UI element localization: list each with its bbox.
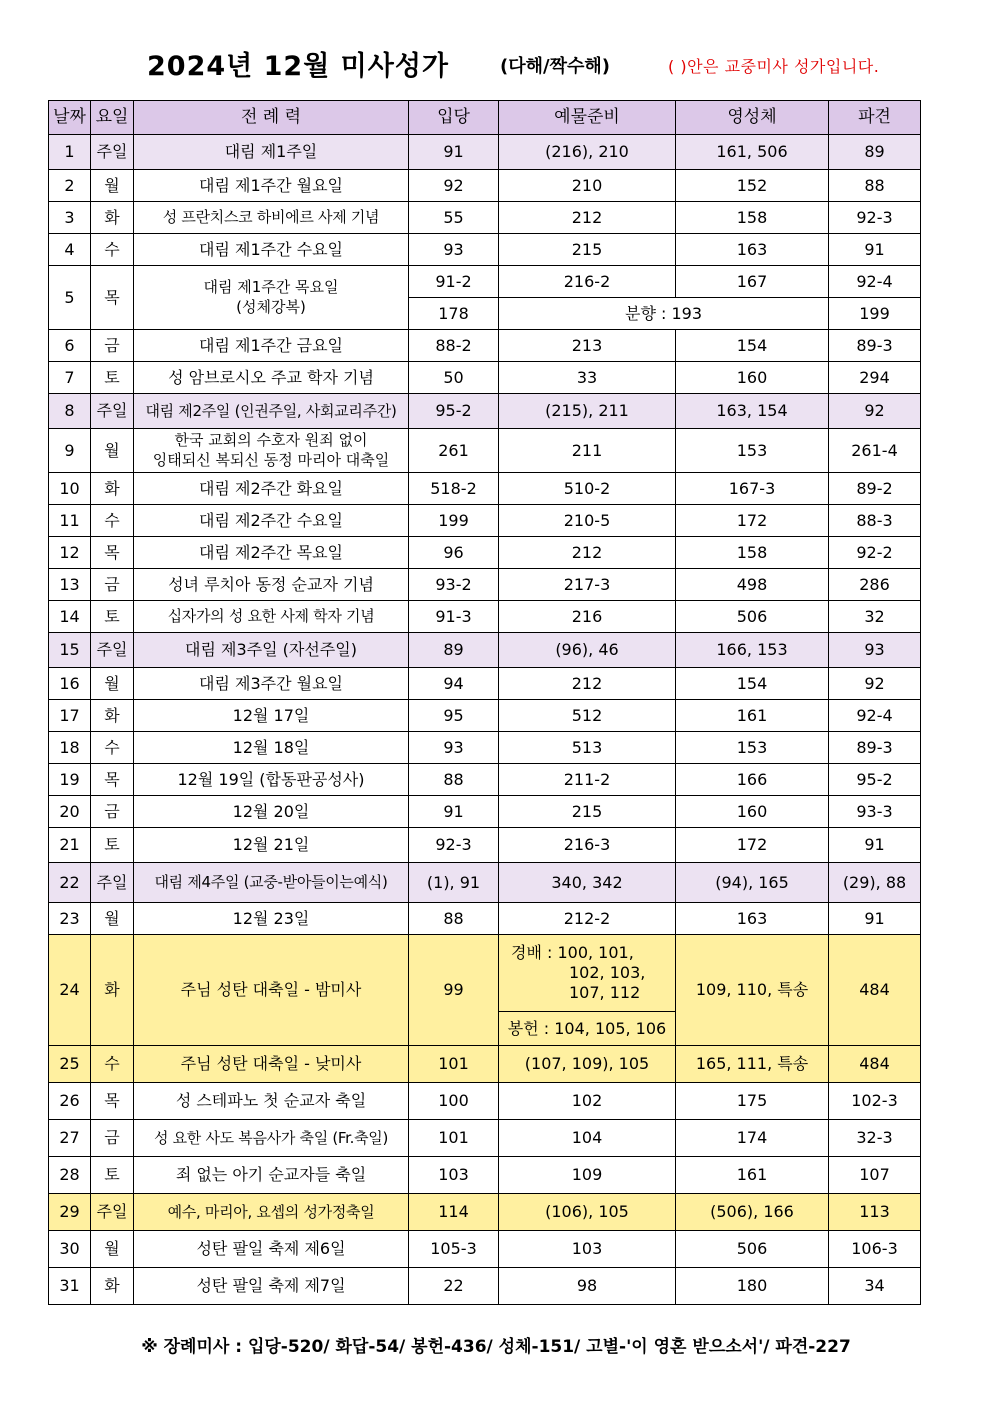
funeral-mass-note: ※ 장례미사 : 입당-520/ 화답-54/ 봉헌-436/ 성체-151/ 고별-'이 영혼 받으소서'/ 파견-227 <box>141 1337 851 1357</box>
offertory-cell: 340, 342 <box>499 863 676 903</box>
sending-cell: 91 <box>829 828 921 863</box>
entrance-cell: 103 <box>409 1157 499 1194</box>
entrance-cell: 88-2 <box>409 330 499 362</box>
entrance-cell: 55 <box>409 202 499 234</box>
liturgy-cell <box>134 429 409 473</box>
weekday-cell: 수 <box>91 732 134 764</box>
date-cell: 20 <box>49 796 91 828</box>
entrance-cell: 88 <box>409 903 499 935</box>
sending-cell: 93 <box>829 633 921 668</box>
date-cell: 19 <box>49 764 91 796</box>
entrance-cell: 92-3 <box>409 828 499 863</box>
offertory-cell: 213 <box>499 330 676 362</box>
entrance-cell: 89 <box>409 633 499 668</box>
liturgy-cell: 12월 17일 <box>134 700 409 732</box>
sending-cell: 484 <box>829 1046 921 1083</box>
entrance-cell: 261 <box>409 429 499 473</box>
communion-cell: 506 <box>676 1231 829 1268</box>
entrance-cell: 92 <box>409 170 499 202</box>
weekday-cell: 수 <box>91 234 134 266</box>
communion-cell: 172 <box>676 505 829 537</box>
weekday-cell: 금 <box>91 569 134 601</box>
liturgy-line: 대림 제1주간 목요일 <box>203 278 339 296</box>
liturgy-cell: 12월 23일 <box>134 903 409 935</box>
table-row <box>49 863 921 903</box>
date-cell: 4 <box>49 234 91 266</box>
liturgy-cell: 12월 19일 (합동판공성사) <box>134 764 409 796</box>
sending-cell: 89-3 <box>829 330 921 362</box>
liturgy-cell: 대림 제1주간 수요일 <box>134 234 409 266</box>
date-cell: 23 <box>49 903 91 935</box>
weekday-cell: 목 <box>91 537 134 569</box>
liturgy-cell: 주님 성탄 대축일 - 낮미사 <box>134 1046 409 1083</box>
communion-cell: 174 <box>676 1120 829 1157</box>
table-row <box>49 330 921 362</box>
offertory-cell: 109 <box>499 1157 676 1194</box>
date-cell: 13 <box>49 569 91 601</box>
entrance-cell: 94 <box>409 668 499 700</box>
weekday-cell: 토 <box>91 1157 134 1194</box>
liturgy-cell: 예수, 마리아, 요셉의 성가정축일 <box>134 1194 409 1231</box>
offertory-cell: 216-3 <box>499 828 676 863</box>
weekday-cell: 화 <box>91 935 134 1046</box>
sending-cell: 92-4 <box>829 266 921 298</box>
liturgy-cell: 대림 제2주간 목요일 <box>134 537 409 569</box>
communion-cell: 153 <box>676 732 829 764</box>
offertory-cell: 217-3 <box>499 569 676 601</box>
weekday-cell: 월 <box>91 668 134 700</box>
sending-cell: 88 <box>829 170 921 202</box>
communion-cell: 166 <box>676 764 829 796</box>
entrance-cell: 178 <box>409 298 499 330</box>
sending-cell: 199 <box>829 298 921 330</box>
liturgy-cell: 대림 제3주간 월요일 <box>134 668 409 700</box>
communion-cell: (506), 166 <box>676 1194 829 1231</box>
date-cell: 9 <box>49 429 91 473</box>
adoration-line: 102, 103, <box>569 963 646 982</box>
sending-cell: 106-3 <box>829 1231 921 1268</box>
entrance-cell: 101 <box>409 1120 499 1157</box>
offertory-cell: 212 <box>499 202 676 234</box>
offertory-cell: 510-2 <box>499 473 676 505</box>
table-row <box>49 700 921 732</box>
weekday-cell: 금 <box>91 796 134 828</box>
weekday-cell: 월 <box>91 903 134 935</box>
weekday-cell: 주일 <box>91 1194 134 1231</box>
entrance-cell: 95 <box>409 700 499 732</box>
table-row <box>49 473 921 505</box>
table-row <box>49 1231 921 1268</box>
title-row <box>0 44 992 88</box>
table-row <box>49 1083 921 1120</box>
date-cell: 31 <box>49 1268 91 1305</box>
date-cell: 30 <box>49 1231 91 1268</box>
offertory-cell: 211 <box>499 429 676 473</box>
date-cell: 1 <box>49 135 91 170</box>
communion-cell: 506 <box>676 601 829 633</box>
weekday-cell: 월 <box>91 170 134 202</box>
offertory-cell: (106), 105 <box>499 1194 676 1231</box>
communion-cell: 161, 506 <box>676 135 829 170</box>
date-cell: 7 <box>49 362 91 394</box>
header-communion: 영성체 <box>676 101 829 135</box>
table-row <box>49 1046 921 1083</box>
weekday-cell: 목 <box>91 1083 134 1120</box>
liturgy-cell: 12월 21일 <box>134 828 409 863</box>
weekday-cell: 주일 <box>91 863 134 903</box>
table-row <box>49 732 921 764</box>
date-cell: 17 <box>49 700 91 732</box>
communion-cell: 165, 111, 특송 <box>676 1046 829 1083</box>
weekday-cell: 목 <box>91 764 134 796</box>
date-cell: 28 <box>49 1157 91 1194</box>
table-row <box>49 135 921 170</box>
entrance-cell: 100 <box>409 1083 499 1120</box>
date-cell: 26 <box>49 1083 91 1120</box>
communion-cell: 154 <box>676 668 829 700</box>
table-row <box>49 234 921 266</box>
liturgy-line: (성체강복) <box>236 297 306 316</box>
page-subtitle: (다해/짝수해) <box>500 56 610 77</box>
communion-cell: 498 <box>676 569 829 601</box>
liturgy-cell: 대림 제2주일 (인권주일, 사회교리주간) <box>134 394 409 429</box>
communion-cell: 161 <box>676 1157 829 1194</box>
table-row <box>49 1194 921 1231</box>
liturgy-cell: 대림 제1주일 <box>134 135 409 170</box>
offertory-cell: 33 <box>499 362 676 394</box>
header-weekday: 요일 <box>91 101 134 135</box>
sending-cell: 91 <box>829 234 921 266</box>
sending-cell: 32 <box>829 601 921 633</box>
sending-cell: 34 <box>829 1268 921 1305</box>
communion-cell: 158 <box>676 537 829 569</box>
weekday-cell: 화 <box>91 1268 134 1305</box>
table-row <box>49 828 921 863</box>
weekday-cell: 수 <box>91 1046 134 1083</box>
communion-cell: 172 <box>676 828 829 863</box>
liturgy-cell: 성탄 팔일 축제 제7일 <box>134 1268 409 1305</box>
offertory-cell: 513 <box>499 732 676 764</box>
communion-cell: 153 <box>676 429 829 473</box>
date-cell: 2 <box>49 170 91 202</box>
sending-cell: 93-3 <box>829 796 921 828</box>
liturgy-cell: 성 프란치스코 하비에르 사제 기념 <box>134 202 409 234</box>
date-cell: 6 <box>49 330 91 362</box>
sending-cell: 92-3 <box>829 202 921 234</box>
entrance-cell: 518-2 <box>409 473 499 505</box>
communion-cell: 158 <box>676 202 829 234</box>
table-row <box>49 569 921 601</box>
offering-cell: 봉헌 : 104, 105, 106 <box>499 1012 676 1046</box>
liturgy-cell: 대림 제4주일 (교중-받아들이는예식) <box>134 863 409 903</box>
table-row <box>49 903 921 935</box>
liturgy-cell: 대림 제2주간 화요일 <box>134 473 409 505</box>
table-row <box>49 362 921 394</box>
entrance-cell: 199 <box>409 505 499 537</box>
liturgy-line: 잉태되신 복되신 동정 마리아 대축일 <box>152 450 390 469</box>
liturgy-cell: 대림 제1주간 금요일 <box>134 330 409 362</box>
weekday-cell: 월 <box>91 429 134 473</box>
date-cell: 22 <box>49 863 91 903</box>
page-title: 2024년 12월 미사성가 <box>147 51 450 82</box>
entrance-cell: 93-2 <box>409 569 499 601</box>
liturgy-cell: 12월 20일 <box>134 796 409 828</box>
table-row <box>49 1268 921 1305</box>
table-row <box>49 601 921 633</box>
sending-cell: 89-2 <box>829 473 921 505</box>
offertory-cell: 216 <box>499 601 676 633</box>
sending-cell: (29), 88 <box>829 863 921 903</box>
entrance-cell: 88 <box>409 764 499 796</box>
entrance-cell: 22 <box>409 1268 499 1305</box>
date-cell: 25 <box>49 1046 91 1083</box>
entrance-cell: 91 <box>409 135 499 170</box>
header-liturgy: 전 례 력 <box>134 101 409 135</box>
weekday-cell: 주일 <box>91 135 134 170</box>
date-cell: 12 <box>49 537 91 569</box>
entrance-cell: 91-3 <box>409 601 499 633</box>
sending-cell: 92 <box>829 394 921 429</box>
date-cell: 21 <box>49 828 91 863</box>
weekday-cell: 화 <box>91 202 134 234</box>
liturgy-cell: 대림 제3주일 (자선주일) <box>134 633 409 668</box>
entrance-cell: 93 <box>409 234 499 266</box>
header-sending: 파견 <box>829 101 921 135</box>
header-entrance: 입당 <box>409 101 499 135</box>
weekday-cell: 화 <box>91 473 134 505</box>
table-row <box>49 1157 921 1194</box>
date-cell: 8 <box>49 394 91 429</box>
sending-cell: 102-3 <box>829 1083 921 1120</box>
weekday-cell: 화 <box>91 700 134 732</box>
table-row <box>49 633 921 668</box>
liturgy-cell: 12월 18일 <box>134 732 409 764</box>
header-date: 날짜 <box>49 101 91 135</box>
weekday-cell: 수 <box>91 505 134 537</box>
weekday-cell: 금 <box>91 1120 134 1157</box>
entrance-cell: 105-3 <box>409 1231 499 1268</box>
entrance-cell: 99 <box>409 935 499 1046</box>
sending-cell: 88-3 <box>829 505 921 537</box>
entrance-cell: 93 <box>409 732 499 764</box>
offertory-cell: 210-5 <box>499 505 676 537</box>
weekday-cell: 목 <box>91 266 134 330</box>
offertory-cell: 98 <box>499 1268 676 1305</box>
table-row <box>49 537 921 569</box>
sending-cell: 89-3 <box>829 732 921 764</box>
table-row <box>49 1120 921 1157</box>
page-note: ( )안은 교중미사 성가입니다. <box>668 57 880 76</box>
date-cell: 29 <box>49 1194 91 1231</box>
offertory-cell: 512 <box>499 700 676 732</box>
date-cell: 14 <box>49 601 91 633</box>
table-row <box>49 796 921 828</box>
liturgy-cell: 성녀 루치아 동정 순교자 기념 <box>134 569 409 601</box>
communion-cell: 167-3 <box>676 473 829 505</box>
table-row <box>49 505 921 537</box>
weekday-cell: 토 <box>91 828 134 863</box>
entrance-cell: 101 <box>409 1046 499 1083</box>
liturgy-cell <box>134 266 409 330</box>
liturgy-cell: 성 암브로시오 주교 학자 기념 <box>134 362 409 394</box>
offertory-cell: (96), 46 <box>499 633 676 668</box>
entrance-cell: (1), 91 <box>409 863 499 903</box>
offertory-cell: 211-2 <box>499 764 676 796</box>
sending-cell: 91 <box>829 903 921 935</box>
date-cell: 18 <box>49 732 91 764</box>
sending-cell: 484 <box>829 935 921 1046</box>
table-row <box>49 429 921 473</box>
liturgy-cell: 죄 없는 아기 순교자들 축일 <box>134 1157 409 1194</box>
entrance-cell: 50 <box>409 362 499 394</box>
date-cell: 27 <box>49 1120 91 1157</box>
weekday-cell: 주일 <box>91 394 134 429</box>
communion-cell: 163 <box>676 234 829 266</box>
sending-cell: 92 <box>829 668 921 700</box>
communion-cell: 167 <box>676 266 829 298</box>
offertory-cell: (107, 109), 105 <box>499 1046 676 1083</box>
date-cell: 3 <box>49 202 91 234</box>
liturgy-cell: 성 요한 사도 복음사가 축일 (Fr.축일) <box>134 1120 409 1157</box>
offertory-cell: 216-2 <box>499 266 676 298</box>
entrance-cell: 91 <box>409 796 499 828</box>
entrance-cell: 114 <box>409 1194 499 1231</box>
entrance-cell: 96 <box>409 537 499 569</box>
entrance-cell: 91-2 <box>409 266 499 298</box>
offertory-cell: 215 <box>499 796 676 828</box>
communion-cell: 161 <box>676 700 829 732</box>
offertory-cell: 103 <box>499 1231 676 1268</box>
offertory-cell <box>499 935 676 1012</box>
sending-cell: 89 <box>829 135 921 170</box>
offertory-cell: 210 <box>499 170 676 202</box>
header-offertory: 예물준비 <box>499 101 676 135</box>
liturgy-cell: 대림 제2주간 수요일 <box>134 505 409 537</box>
date-cell: 16 <box>49 668 91 700</box>
sending-cell: 107 <box>829 1157 921 1194</box>
table-row <box>49 266 921 298</box>
date-cell: 11 <box>49 505 91 537</box>
offertory-cell: 215 <box>499 234 676 266</box>
table-row <box>49 202 921 234</box>
sending-cell: 32-3 <box>829 1120 921 1157</box>
sending-cell: 286 <box>829 569 921 601</box>
communion-cell: 163, 154 <box>676 394 829 429</box>
table-row <box>49 668 921 700</box>
sending-cell: 294 <box>829 362 921 394</box>
communion-cell: 109, 110, 특송 <box>676 935 829 1046</box>
communion-cell: (94), 165 <box>676 863 829 903</box>
offertory-cell: 212 <box>499 537 676 569</box>
incense-cell: 분향 : 193 <box>499 298 829 330</box>
offertory-cell: 212 <box>499 668 676 700</box>
hymn-schedule-table <box>48 100 921 1305</box>
communion-cell: 180 <box>676 1268 829 1305</box>
liturgy-cell: 십자가의 성 요한 사제 학자 기념 <box>134 601 409 633</box>
date-cell: 5 <box>49 266 91 330</box>
adoration-line: 경배 : 100, 101, <box>511 943 634 962</box>
table-row <box>49 935 921 1012</box>
weekday-cell: 토 <box>91 362 134 394</box>
communion-cell: 154 <box>676 330 829 362</box>
offertory-cell: 212-2 <box>499 903 676 935</box>
sending-cell: 113 <box>829 1194 921 1231</box>
liturgy-cell: 성 스테파노 첫 순교자 축일 <box>134 1083 409 1120</box>
adoration-line: 107, 112 <box>569 983 641 1002</box>
entrance-cell: 95-2 <box>409 394 499 429</box>
liturgy-cell: 주님 성탄 대축일 - 밤미사 <box>134 935 409 1046</box>
table-row <box>49 394 921 429</box>
weekday-cell: 주일 <box>91 633 134 668</box>
offertory-cell: 104 <box>499 1120 676 1157</box>
communion-cell: 160 <box>676 796 829 828</box>
offertory-cell: 102 <box>499 1083 676 1120</box>
date-cell: 10 <box>49 473 91 505</box>
liturgy-cell: 성탄 팔일 축제 제6일 <box>134 1231 409 1268</box>
communion-cell: 152 <box>676 170 829 202</box>
table-row <box>49 764 921 796</box>
weekday-cell: 월 <box>91 1231 134 1268</box>
liturgy-line: 한국 교회의 수호자 원죄 없이 <box>174 431 368 449</box>
sending-cell: 92-2 <box>829 537 921 569</box>
table-row <box>49 170 921 202</box>
liturgy-cell: 대림 제1주간 월요일 <box>134 170 409 202</box>
weekday-cell: 금 <box>91 330 134 362</box>
communion-cell: 166, 153 <box>676 633 829 668</box>
sending-cell: 95-2 <box>829 764 921 796</box>
header-row <box>49 101 921 135</box>
sending-cell: 92-4 <box>829 700 921 732</box>
communion-cell: 175 <box>676 1083 829 1120</box>
sending-cell: 261-4 <box>829 429 921 473</box>
date-cell: 24 <box>49 935 91 1046</box>
weekday-cell: 토 <box>91 601 134 633</box>
date-cell: 15 <box>49 633 91 668</box>
communion-cell: 160 <box>676 362 829 394</box>
offertory-cell: (215), 211 <box>499 394 676 429</box>
offertory-cell: (216), 210 <box>499 135 676 170</box>
communion-cell: 163 <box>676 903 829 935</box>
